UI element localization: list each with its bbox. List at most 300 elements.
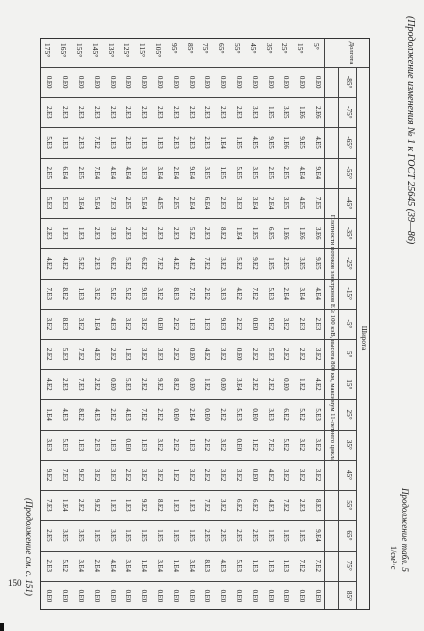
longitude-label: 165°	[59, 43, 69, 58]
table-cell: 5.E3	[266, 347, 274, 361]
table-cell: 0.E0	[250, 317, 258, 331]
latitude-header: -35°	[345, 226, 353, 240]
column-divider	[41, 369, 357, 370]
table-cell: 2.E3	[45, 106, 53, 119]
table-cell: 2.E3	[219, 196, 227, 210]
table-cell: 3.E4	[77, 559, 84, 572]
table-cell: 2.E2	[298, 347, 306, 361]
table-cell: 8.E3	[61, 317, 69, 331]
column-divider	[41, 430, 357, 431]
table-cell: 5.E3	[266, 287, 274, 300]
table-cell: 1.E3	[140, 438, 148, 451]
table-cell: 9.E3	[140, 287, 148, 300]
table-cell: 2.E3	[140, 106, 148, 119]
table-cell: 2.E2	[250, 378, 258, 391]
table-cell: 9.E5	[266, 136, 274, 149]
table-cell: 0.E0	[203, 589, 211, 603]
table-cell: 1.E3	[171, 499, 179, 512]
latitude-header: 85°	[345, 590, 353, 601]
table-cell: 1.E3	[187, 499, 195, 512]
table-cell: 4.E2	[235, 287, 242, 300]
latitude-header: -75°	[345, 106, 353, 119]
table-cell: 1.E2	[250, 438, 258, 451]
table-cell: 2.E3	[61, 378, 69, 391]
table-cell: 1.E5	[250, 227, 258, 240]
column-divider	[41, 551, 357, 552]
table-cell: 0.E0	[171, 408, 179, 421]
column-divider	[41, 460, 357, 461]
table-cell: 3.E2	[219, 468, 227, 482]
table-cell: 6.E2	[235, 499, 242, 512]
rotated-table-area	[18, 10, 418, 614]
table-cell: 1.E3	[77, 227, 84, 240]
table-cell: 2.E2	[45, 347, 53, 361]
table-cell: 1.E6	[298, 227, 306, 240]
table-cell: 2.E5	[45, 166, 53, 179]
table-cell: 1.E5	[156, 529, 163, 542]
table-cell: 3.E2	[92, 287, 100, 300]
table-cell: 3.E4	[250, 196, 258, 210]
table-cell: 1.E5	[140, 529, 148, 542]
column-divider	[41, 581, 357, 582]
table-cell: 3.E4	[156, 559, 163, 572]
latitude-header: -65°	[345, 136, 353, 149]
table-cell: 1.E3	[203, 317, 211, 331]
latitude-header: -45°	[345, 196, 353, 210]
table-cell: 2.E3	[61, 106, 69, 119]
table-cell: 8.E3	[171, 287, 179, 300]
longitude-label: 125°	[122, 43, 132, 58]
table-cell: 3.E4	[235, 378, 242, 391]
table-cell: 1.E3	[282, 559, 290, 572]
latitude-header: 45°	[345, 469, 353, 481]
longitude-label: 145°	[90, 43, 100, 58]
table-cell: 3.E2	[156, 438, 163, 451]
table-cell: 3.E2	[140, 468, 148, 482]
table-cell: 5.E3	[124, 378, 132, 391]
table-cell: 7.E4	[92, 166, 100, 179]
table-cell: 1.E5	[266, 257, 274, 270]
table-cell: 3.E3	[156, 347, 163, 361]
table-cell: 7.E2	[92, 136, 100, 149]
table-cell: 0.E0	[314, 589, 321, 603]
table-cell: 0.E0	[266, 589, 274, 603]
table-cell: 3.E3	[108, 227, 116, 240]
table-cell: 1.E4	[45, 408, 53, 421]
table-cell: 3.E2	[140, 317, 148, 331]
table-cell: 0.E0	[124, 75, 132, 89]
table-cell: 5.E2	[77, 257, 84, 270]
table-cell: 2.E2	[282, 347, 290, 361]
latitude-header: -85°	[345, 75, 353, 89]
table-cell: 2.E3	[124, 136, 132, 149]
table-cell: 3.E3	[250, 106, 258, 119]
latitude-header: -55°	[345, 166, 353, 179]
table-cell: 9.E2	[77, 468, 84, 482]
table-cell: 0.E0	[92, 589, 100, 603]
table-cell: 3.E2	[219, 499, 227, 512]
table-cell: 1.E4	[140, 559, 148, 572]
table-cell: 5.E3	[45, 196, 53, 210]
table-cell: 1.E4	[92, 317, 100, 331]
table-cell: 1.E5	[298, 529, 306, 542]
table-cell: 3.E2	[314, 468, 321, 482]
table-cell: 2.E3	[140, 227, 148, 240]
longitude-label: 105°	[154, 43, 163, 58]
table-cell: 2.E2	[77, 499, 84, 512]
table-cell: 3.E2	[156, 287, 163, 300]
table-cell: 2.E2	[203, 287, 211, 300]
table-cell: 0.E0	[298, 75, 306, 89]
table-cell: 0.E0	[203, 408, 211, 421]
table-cell: 0.E0	[61, 589, 69, 603]
table-cell: 2.E3	[171, 227, 179, 240]
latitude-header: 5°	[345, 350, 353, 358]
column-divider	[41, 218, 357, 219]
table-cell: 0.E0	[187, 378, 195, 391]
table-cell: 0.E0	[124, 438, 132, 451]
table-cell: 1.E5	[92, 529, 100, 542]
table-cell: 0.E0	[108, 378, 116, 391]
column-divider	[41, 279, 357, 280]
table-cell: 2.E3	[92, 227, 100, 240]
table-cell: 2.E2	[156, 408, 163, 421]
table-cell: 3.E3	[266, 408, 274, 421]
table-cell: 2.E5	[250, 529, 258, 542]
table-cell: 4.E4	[108, 559, 116, 572]
table-cell: 4.E3	[61, 408, 69, 421]
longitude-label: 25°	[280, 43, 290, 54]
column-divider	[41, 158, 357, 159]
table-cell: 0.E0	[45, 75, 53, 89]
table-cell: 1.E4	[171, 559, 179, 572]
table-cell: 2.E5	[171, 196, 179, 210]
table-cell: 5.E2	[187, 227, 195, 240]
table-cell: 4.E4	[298, 166, 306, 179]
crop-mark	[0, 623, 4, 631]
table-cell: 3.E2	[235, 468, 242, 482]
table-cell: 4.E2	[314, 378, 321, 391]
table-cell: 3.E2	[219, 347, 227, 361]
table-cell: 9.E4	[314, 166, 321, 179]
table-cell: 3.E2	[92, 468, 100, 482]
table-cell: 5.E3	[45, 136, 53, 149]
table-cell: 4.E2	[61, 257, 69, 270]
table-cell: 3.E2	[124, 317, 132, 331]
table-cell: 3.E4	[298, 287, 306, 300]
table-cell: 1.E3	[108, 438, 116, 451]
table-cell: 0.E0	[250, 468, 258, 482]
latitude-header: -15°	[345, 287, 353, 300]
table-cell: 4.E4	[314, 287, 321, 300]
table-cell: 7.E2	[156, 257, 163, 270]
table-cell: 2.E2	[203, 438, 211, 451]
table-cell: 2.E4	[266, 196, 274, 210]
table-cell: 1.E3	[124, 347, 132, 361]
longitude-label: 55°	[233, 43, 242, 54]
table-cell: 1.E3	[156, 136, 163, 149]
table-cell: 6.E2	[250, 499, 258, 512]
table-cell: 3.E5	[282, 196, 290, 210]
table-cell: 8.E3	[203, 559, 211, 572]
table-cell: 3.E5	[203, 166, 211, 179]
table-cell: 3.E5	[250, 166, 258, 179]
page-number: 150	[8, 578, 22, 588]
header-latitude: Широта	[360, 325, 368, 351]
table-cell: 0.E0	[77, 589, 84, 603]
table-cell: 5.E3	[235, 408, 242, 421]
table-cell: 1.E5	[219, 166, 227, 179]
table-cell: 1.E6	[282, 227, 290, 240]
table-cell: 5.E2	[124, 257, 132, 270]
table-cell: 2.E4	[92, 559, 100, 572]
table-cell: 4.E3	[108, 317, 116, 331]
table-cell: 4.E5	[250, 136, 258, 149]
table-cell: 8.E2	[61, 287, 69, 300]
table-cell: 0.E0	[61, 75, 69, 89]
table-cell: 9.E5	[314, 257, 321, 270]
table-cell: 2.E4	[282, 287, 290, 300]
table-cell: 0.E0	[156, 589, 163, 603]
document-title: (Продолжение изменения № 1 к ГОСТ 25645 (39—86)	[405, 16, 416, 245]
latitude-header: 75°	[345, 560, 353, 571]
table-cell: 1.E5	[282, 529, 290, 542]
column-divider	[41, 188, 357, 189]
table-cell: 3.E2	[314, 438, 321, 451]
table-cell: 3.E2	[298, 468, 306, 482]
table-cell: 2.E2	[92, 378, 100, 391]
table-cell: 1.E2	[298, 378, 306, 391]
table-cell: 4.E3	[266, 499, 274, 512]
table-cell: 8.E2	[156, 499, 163, 512]
table-cell: 5.E4	[140, 196, 148, 210]
row-divider	[338, 67, 339, 609]
table-cell: 4.E2	[203, 347, 211, 361]
table-cell: 3.E2	[219, 438, 227, 451]
table-cell: 7.E2	[266, 438, 274, 451]
table-cell: 3.E5	[61, 529, 69, 542]
table-cell: 3.E2	[156, 468, 163, 482]
table-cell: 2.E3	[298, 317, 306, 331]
longitude-label: 75°	[201, 43, 211, 54]
table-cell: 2.E3	[298, 499, 306, 512]
table-cell: 8.E2	[77, 408, 84, 421]
table-cell: 3.E4	[156, 166, 163, 179]
column-divider	[41, 490, 357, 491]
table-cell: 5.E2	[282, 438, 290, 451]
table-cell: 0.E0	[298, 589, 306, 603]
table-cell: 2.E5	[235, 529, 242, 542]
longitude-label: 35°	[264, 43, 274, 54]
table-cell: 0.E0	[266, 75, 274, 89]
table-cell: 3.E6	[314, 227, 321, 240]
table-cell: 3.E5	[298, 257, 306, 270]
table-cell: 3.E2	[314, 347, 321, 361]
table-cell: 4.E3	[219, 559, 227, 572]
latitude-header: 65°	[345, 530, 353, 541]
table-cell: 2.E3	[171, 106, 179, 119]
table-cell: 5.E3	[61, 438, 69, 451]
row-divider	[324, 39, 325, 609]
table-cell: 2.E5	[45, 529, 53, 542]
table-cell: 2.E2	[108, 347, 116, 361]
table-cell: 0.E0	[140, 75, 148, 89]
table-cell: 6.E4	[61, 166, 69, 179]
table-cell: 3.E2	[282, 317, 290, 331]
table-cell: 7.E2	[77, 347, 84, 361]
table-cell: 9.E2	[156, 378, 163, 391]
table-cell: 2.E3	[187, 136, 195, 149]
table-cell: 1.E3	[61, 227, 69, 240]
column-divider	[41, 248, 357, 249]
table-cell: 1.E4	[235, 227, 242, 240]
table-cell: 0.E0	[45, 589, 53, 603]
table-cell: 4.E2	[187, 257, 195, 270]
table-cell: 4.E5	[314, 136, 321, 149]
table-cell: 2.E5	[203, 529, 211, 542]
table-cell: 3.E3	[140, 166, 148, 179]
table-cell: 0.E0	[187, 589, 195, 603]
table-cell: 1.E5	[266, 106, 274, 119]
table-cell: 6.E4	[203, 196, 211, 210]
table-cell: 4.E2	[45, 257, 53, 270]
longitude-label: 45°	[248, 43, 258, 54]
table-cell: 1.E4	[219, 136, 227, 149]
table-cell: 4.E2	[171, 257, 179, 270]
flux-density-table	[40, 38, 370, 610]
table-cell: 5.E3	[61, 196, 69, 210]
table-cell: 2.E4	[171, 166, 179, 179]
longitude-label: 175°	[43, 43, 53, 58]
table-cell: 1.E5	[235, 136, 242, 149]
table-cell: 0.E0	[124, 589, 132, 603]
table-cell: 4.E5	[156, 196, 163, 210]
table-cell: 0.E0	[235, 589, 242, 603]
longitude-label: 95°	[169, 43, 179, 54]
table-cell: 2.E2	[219, 408, 227, 421]
latitude-header: -25°	[345, 257, 353, 270]
table-cell: 1.E3	[266, 559, 274, 572]
table-cell: 4.E2	[45, 378, 53, 391]
table-cell: 2.E3	[45, 227, 53, 240]
table-cell: 0.E0	[235, 438, 242, 451]
table-cell: 5.E5	[235, 166, 242, 179]
latitude-header: 35°	[345, 439, 353, 450]
column-divider	[41, 520, 357, 521]
table-cell: 3.E4	[124, 559, 132, 572]
table-cell: 0.E0	[282, 378, 290, 391]
table-cell: 0.E0	[187, 347, 195, 361]
table-cell: 3.E2	[45, 317, 53, 331]
table-cell: 5.E2	[298, 408, 306, 421]
table-cell: 2.E5	[282, 166, 290, 179]
table-cell: 1.E3	[187, 317, 195, 331]
table-cell: 1.E2	[171, 468, 179, 482]
table-cell: 2.E3	[45, 559, 53, 572]
table-cell: 9.E2	[45, 468, 53, 482]
table-cell: 7.E2	[282, 499, 290, 512]
table-cell: 7.E2	[298, 559, 306, 572]
table-cell: 1.E3	[77, 438, 84, 451]
footer-continuation: (Продолжение см. с. 151)	[24, 498, 34, 596]
table-cell: 7.E5	[314, 196, 321, 210]
table-cell: 7.E2	[187, 287, 195, 300]
table-cell: 2.E4	[187, 408, 195, 421]
table-cell: 0.E0	[250, 408, 258, 421]
table-cell: 0.E0	[219, 378, 227, 391]
table-cell: 2.E2	[266, 378, 274, 391]
table-cell: 1.E2	[203, 378, 211, 391]
table-cell: 2.E2	[203, 468, 211, 482]
table-cell: 7.E3	[77, 378, 84, 391]
table-cell: 1.E3	[187, 438, 195, 451]
table-cell: 2.E3	[171, 136, 179, 149]
table-cell: 7.E3	[45, 287, 53, 300]
table-cell: 1.E3	[108, 499, 116, 512]
table-cell: 6.E2	[108, 257, 116, 270]
table-cell: 0.E0	[219, 75, 227, 89]
unit-label: 1/см²·с	[389, 546, 398, 570]
table-cell: 1.E5	[171, 529, 179, 542]
table-cell: 2.E5	[266, 166, 274, 179]
table-cell: 7.E3	[108, 196, 116, 210]
table-cell: 5.E2	[108, 287, 116, 300]
table-cell: 2.E5	[219, 529, 227, 542]
table-cell: 0.E0	[235, 75, 242, 89]
column-divider	[41, 399, 357, 400]
table-cell: 1.E3	[61, 136, 69, 149]
table-cell: 6.E2	[140, 257, 148, 270]
table-cell: 1.E3	[124, 499, 132, 512]
table-cell: 2.E5	[77, 166, 84, 179]
table-cell: 5.E4	[92, 196, 100, 210]
table-cell: 2.E2	[171, 317, 179, 331]
table-cell: 4.E3	[92, 408, 100, 421]
column-divider	[41, 127, 357, 128]
table-cell: 5.E2	[235, 257, 242, 270]
table-cell: 2.E3	[124, 106, 132, 119]
table-cell: 5.E2	[61, 559, 69, 572]
table-cell: 2.E3	[156, 106, 163, 119]
table-cell: 8.E2	[219, 227, 227, 240]
table-cell: 2.E3	[156, 227, 163, 240]
table-cell: 9.E4	[187, 166, 195, 179]
longitude-label: 85°	[185, 43, 195, 54]
latitude-header: 55°	[345, 500, 353, 511]
table-cell: 2.E3	[187, 106, 195, 119]
latitude-header: -5°	[345, 319, 353, 329]
column-divider	[41, 309, 357, 310]
table-cell: 0.E0	[156, 317, 163, 331]
table-cell: 0.E0	[171, 589, 179, 603]
table-cell: 2.E3	[92, 438, 100, 451]
table-cell: 0.E0	[187, 75, 195, 89]
header-subtitle: Плотности потоков электронов E ≥ 100 кэВ, высота 800 км, максимум 11-летнего цикла	[329, 214, 336, 462]
longitude-label: 5°	[312, 43, 321, 50]
table-cell: 1.E6	[282, 136, 290, 149]
table-cell: 0.E0	[314, 75, 321, 89]
table-cell: 2.E5	[124, 196, 132, 210]
longitude-label: 15°	[296, 43, 306, 54]
table-cell: 2.E3	[314, 317, 321, 331]
table-cell: 9.E2	[250, 257, 258, 270]
table-cell: 2.E3	[77, 106, 84, 119]
table-cell: 7.E3	[45, 499, 53, 512]
table-cell: 7.E2	[203, 499, 211, 512]
table-cell: 1.E3	[250, 559, 258, 572]
table-cell: 6.E5	[266, 227, 274, 240]
table-cell: 3.E2	[140, 347, 148, 361]
